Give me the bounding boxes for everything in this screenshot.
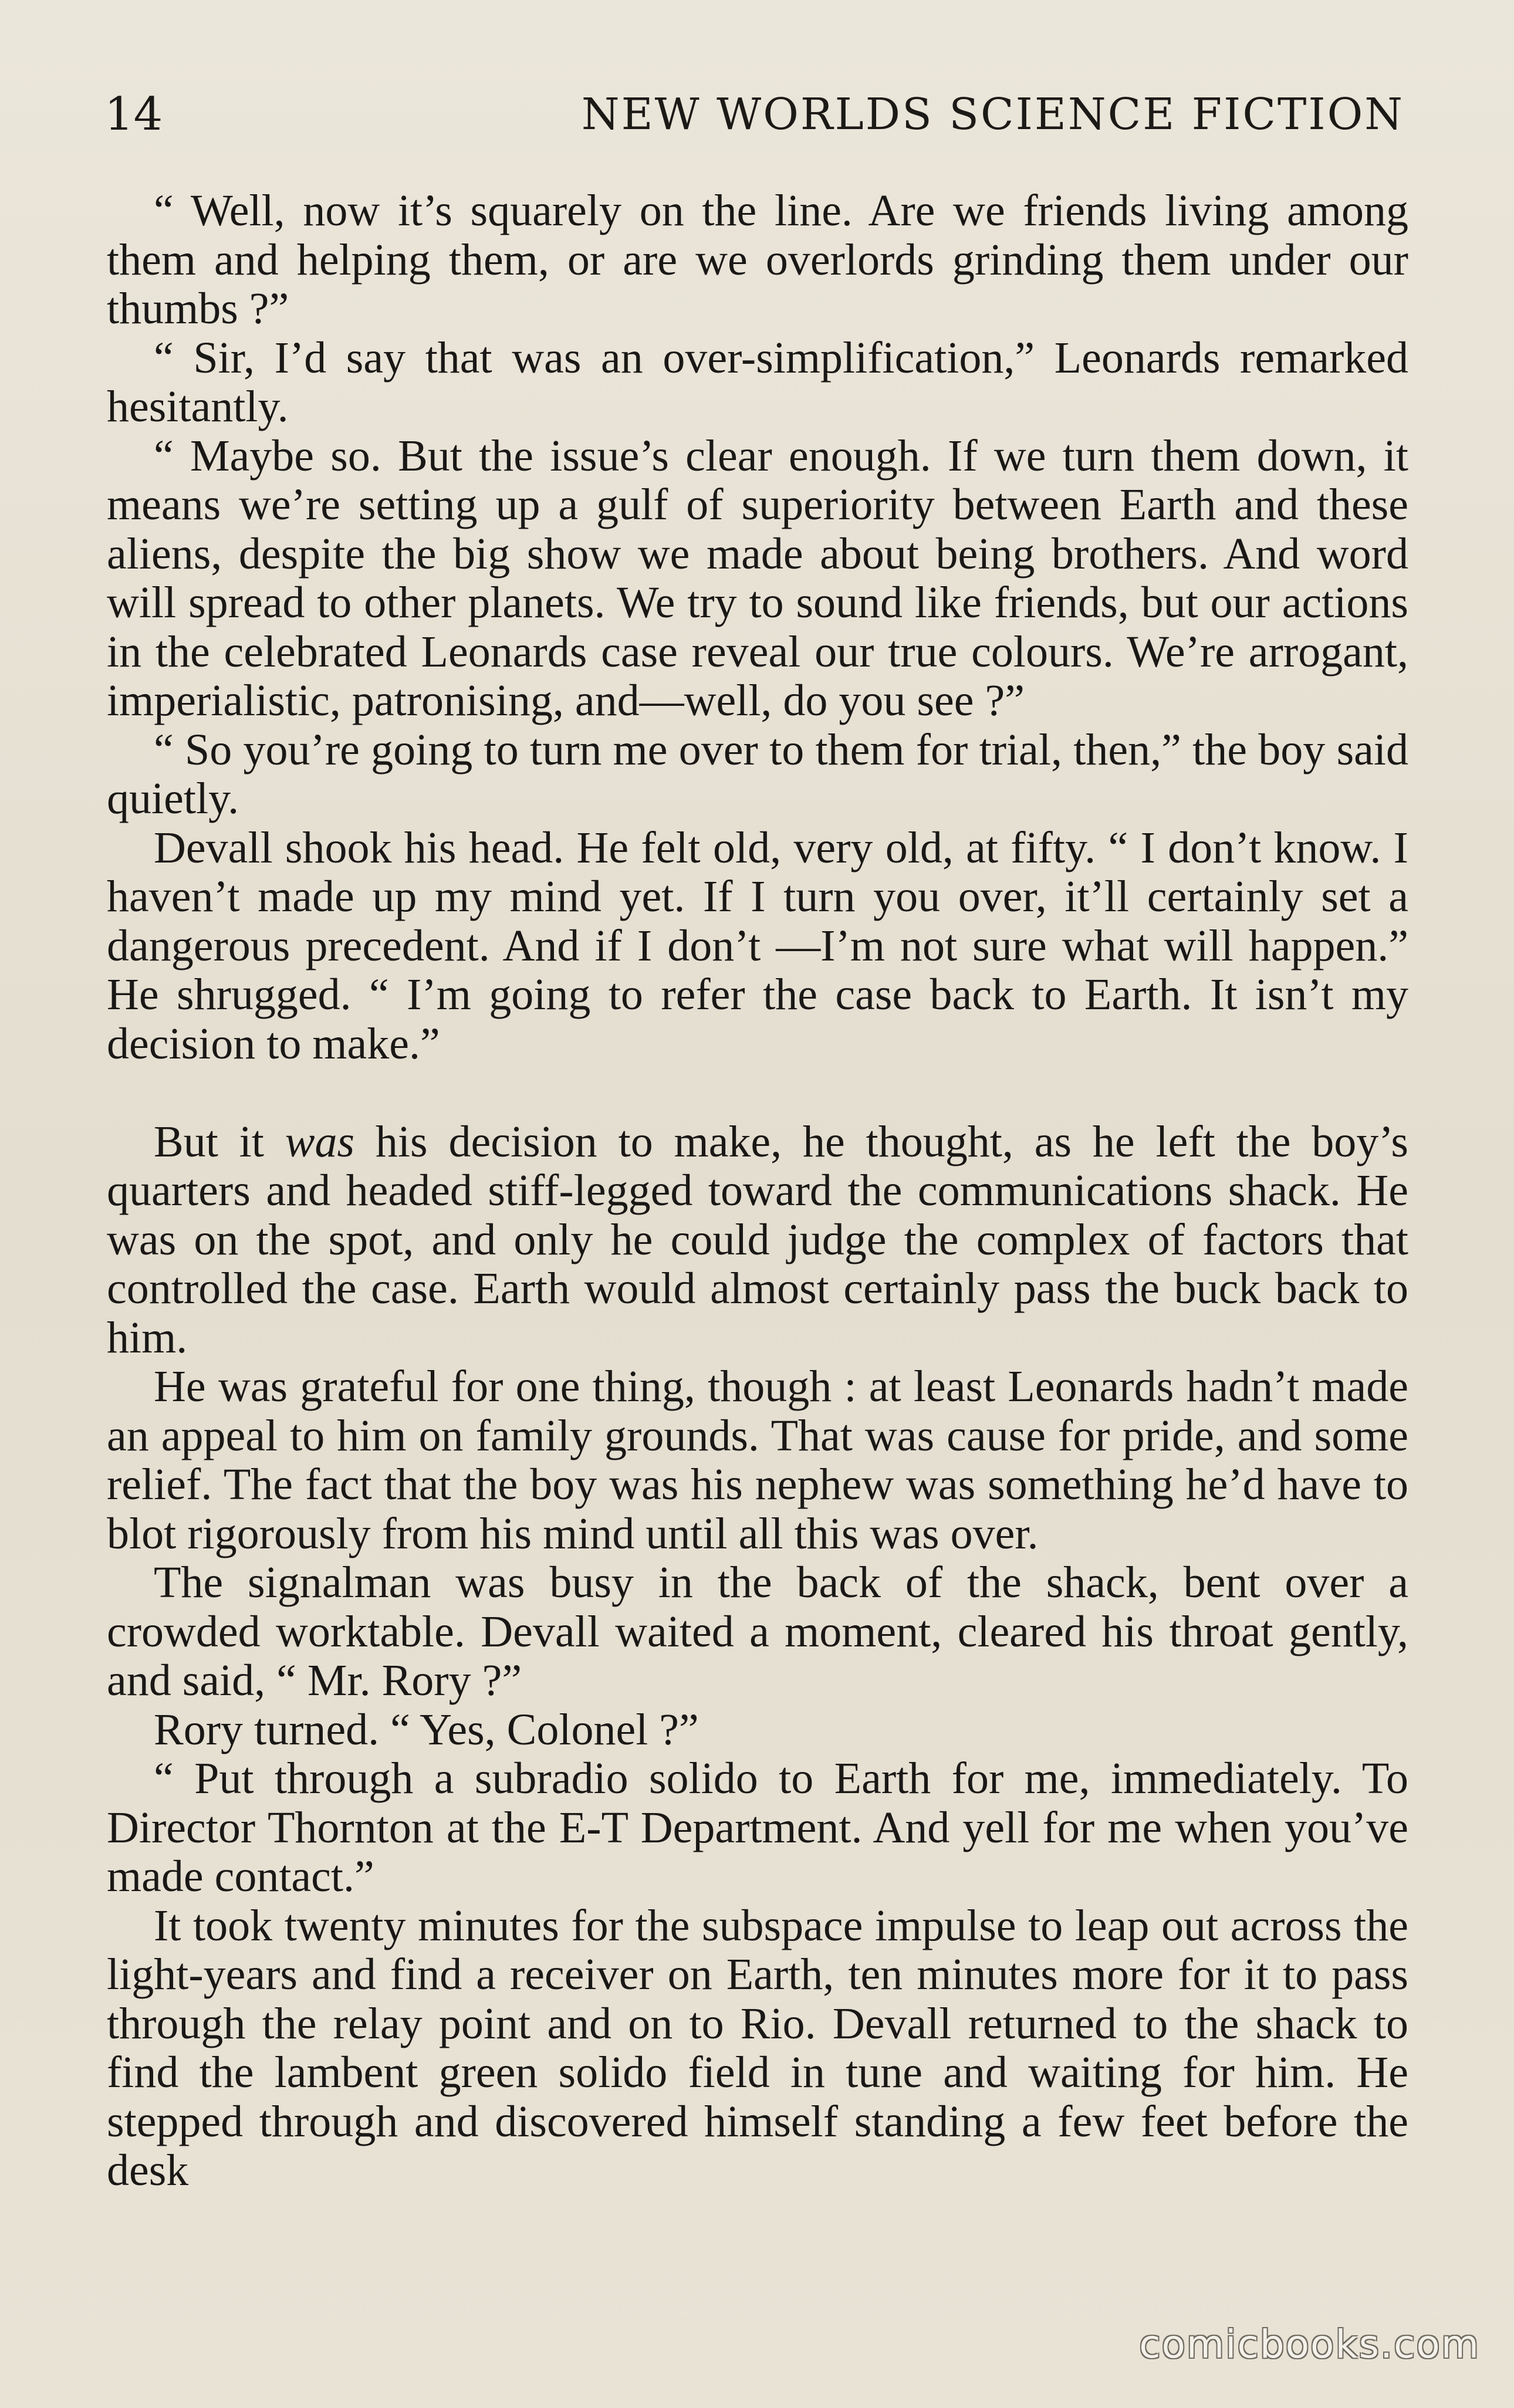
page-number: 14 (104, 88, 163, 141)
paragraph-rest: his decision to make, he thought, as he left the boy’s quarters and headed stiff-legged toward the communications shack. He was on the spot, and only he could judge the complex of factors that controlled the case. Earth would almost certainly pass the buck back to him. (107, 1117, 1409, 1362)
paragraph: It took twenty minutes for the subspace impulse to leap out across the light-years and find a receiver on Earth, ten minutes more for it to pass through the relay point and on to Rio. Devall returned to the shack to find the lambent green solido field in tune and waiting for him. He stepped through and discovered himself standing a few feet before the desk (107, 1900, 1408, 2195)
paragraph: “ Well, now it’s squarely on the line. Are we friends living among them and helping them, or are we overlords grinding them under our thumbs ?” (107, 186, 1408, 333)
running-title: NEW WORLDS SCIENCE FICTION (581, 89, 1404, 140)
paragraph: “ So you’re going to turn me over to them for trial, then,” the boy said quietly. (107, 725, 1408, 823)
paragraph: Rory turned. “ Yes, Colonel ?” (154, 1704, 699, 1754)
scene-break (107, 1068, 1408, 1118)
body-text (107, 187, 1408, 2196)
watermark: comicbooks.com (1139, 2322, 1480, 2367)
paragraph: He was grateful for one thing, though : at least Leonards hadn’t made an appeal to him on family grounds. That was cause for pride, and some relief. The fact that the boy was his nephew was something he’d have to blot rigorously from his mind until all this was over. (107, 1362, 1408, 1558)
paragraph: Devall shook his head. He felt old, very old, at fifty. “ I don’t know. I haven’t made up my mind yet. If I turn you over, it’ll certainly set a dangerous precedent. And if I don’t —I’m not sure what will happen.” He shrugged. “ I’m going to refer the case back to Earth. It isn’t my decision to make.” (107, 823, 1408, 1068)
paragraph: “ Maybe so. But the issue’s clear enough. If we turn them down, it means we’re setting up a gulf of superiority between Earth and these aliens, despite the big show we made about being brothers. And word will spread to other planets. We try to sound like friends, but our actions in the celebrated Leonards case reveal our true colours. We’re arrogant, imperialistic, patronising, and—well, do you see ?” (107, 431, 1408, 725)
running-head (104, 82, 1404, 147)
paragraph: “ Sir, I’d say that was an over-simplification,” Leonards remarked hesitantly. (107, 333, 1408, 431)
paragraph: “ Put through a subradio solido to Earth for me, immediately. To Director Thornton at the E-T Department. And yell for me when you’ve made contact.” (107, 1754, 1408, 1901)
emphasis: was (285, 1117, 355, 1166)
paragraph-lead: But it (154, 1117, 285, 1166)
paragraph (107, 1118, 1408, 1363)
paragraph: The signalman was busy in the back of the shack, bent over a crowded worktable. Devall waited a moment, cleared his throat gently, and said, “ Mr. Rory ?” (107, 1558, 1408, 1705)
